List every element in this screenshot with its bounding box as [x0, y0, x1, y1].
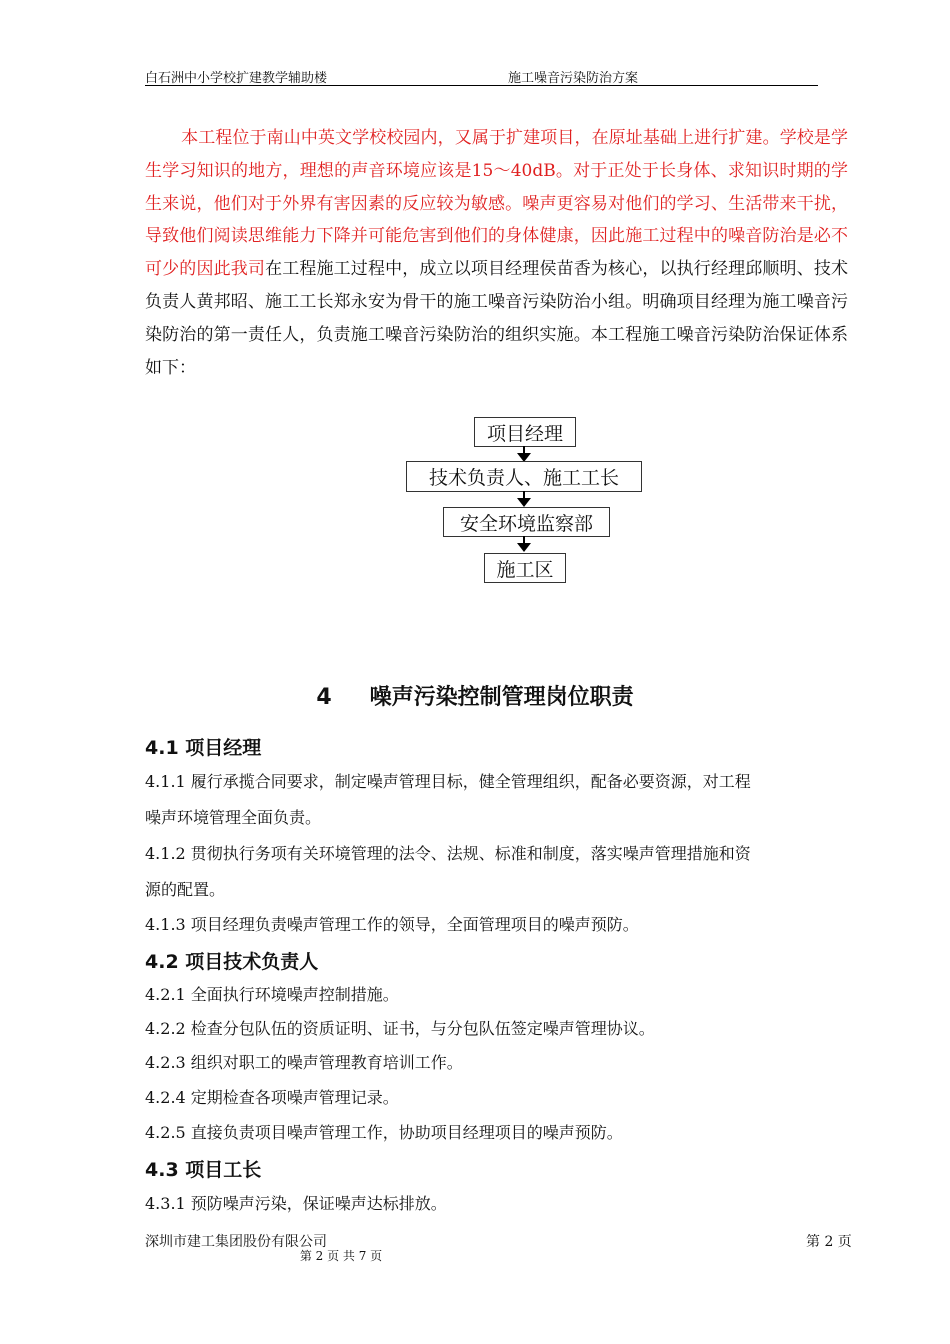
flow-box-project-manager: 项目经理 — [474, 417, 576, 447]
flow-box-construction-area: 施工区 — [484, 553, 566, 583]
chapter-heading — [0, 680, 950, 711]
footer-company: 深圳市建工集团股份有限公司 — [145, 1234, 327, 1250]
list-item: 源的配置。 — [145, 880, 226, 899]
list-item: 4.2.5 直接负责项目噪声管理工作，协助项目经理项目的噪声预防。 — [145, 1123, 623, 1142]
list-item: 4.2.3 组织对职工的噪声管理教育培训工作。 — [145, 1053, 463, 1072]
section-heading-4-2: 4.2 项目技术负责人 — [145, 951, 319, 973]
intro-highlight-text: 本工程位于南山中英文学校校园内，又属于扩建项目，在原址基础上进行扩建。学校是学生学习知识的地方，理想的声音环境应该是15～40dB。对于正处于长身体、求知识时期的学生来说，他们对于外界有害因素的反应较为敏感。噪声更容易对他们的学习、生活带来干扰，导致他们阅读思维能力下降并可能危害到他们的身体健康，因此施工过程中的噪音防治是必不可少的因此我司 — [145, 128, 848, 280]
flow-arrowhead-2 — [517, 498, 531, 507]
flow-box-tech-lead-foreman: 技术负责人、施工工长 — [406, 461, 642, 492]
intro-body-text: 在工程施工过程中，成立以项目经理侯苗香为核心，以执行经理邱顺明、技术负责人黄邦昭、施工工长郑永安为骨干的施工噪音污染防治小组。明确项目经理为施工噪音污染防治的第一责任人，负责施工噪音污染防治的组织实施。本工程施工噪音污染防治保证体系如下： — [145, 259, 849, 378]
chapter-number: 4 — [316, 685, 332, 710]
chapter-title: 噪声污染控制管理岗位职责 — [369, 685, 634, 710]
list-item: 4.2.4 定期检查各项噪声管理记录。 — [145, 1088, 399, 1107]
header-project-name: 白石洲中小学校扩建教学辅助楼 — [145, 71, 328, 86]
page-header — [145, 63, 818, 86]
list-item: 4.1.2 贯彻执行务项有关环境管理的法令、法规、标准和制度，落实噪声管理措施和资 — [145, 844, 751, 863]
list-item: 4.3.1 预防噪声污染，保证噪声达标排放。 — [145, 1194, 447, 1213]
section-heading-4-1: 4.1 项目经理 — [145, 737, 262, 759]
flow-arrowhead-3 — [517, 543, 531, 552]
list-item: 噪声环境管理全面负责。 — [145, 808, 322, 827]
list-item: 4.1.1 履行承揽合同要求，制定噪声管理目标，健全管理组织，配备必要资源，对工程 — [145, 772, 751, 791]
list-item: 4.2.2 检查分包队伍的资质证明、证书，与分包队伍签定噪声管理协议。 — [145, 1019, 655, 1038]
footer-page-count: 第 2 页 共 7 页 — [299, 1249, 383, 1263]
flow-box-safety-dept: 安全环境监察部 — [443, 507, 610, 537]
intro-paragraph — [145, 122, 848, 384]
footer-page-number: 第 2 页 — [806, 1234, 852, 1250]
header-document-title: 施工噪音污染防治方案 — [508, 71, 639, 86]
list-item: 4.1.3 项目经理负责噪声管理工作的领导，全面管理项目的噪声预防。 — [145, 915, 639, 934]
list-item: 4.2.1 全面执行环境噪声控制措施。 — [145, 985, 399, 1004]
section-heading-4-3: 4.3 项目工长 — [145, 1159, 262, 1181]
